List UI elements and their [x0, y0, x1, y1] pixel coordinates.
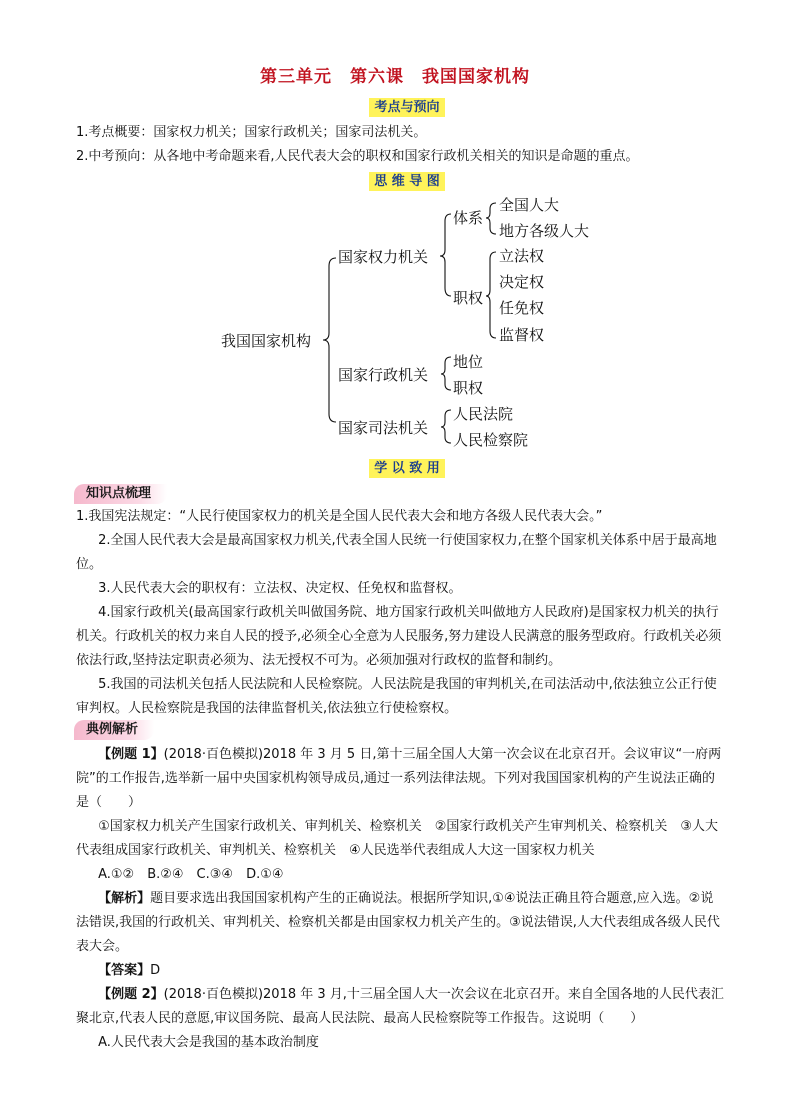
example-1-answer-label: 【答案】	[98, 963, 151, 978]
example-2-question	[76, 983, 726, 1031]
knowledge-item: 1.我国宪法规定：“人民行使国家权力的机关是全国人民代表大会和地方各级人民代表大会。”	[76, 509, 603, 524]
example-1-analysis-text: 题目要求选出我国国家机构产生的正确说法。根据所学知识,①④说法正确且符合题意,应入选。②说法错误,我国的行政机关、审判机关、检察机关都是由国家权力机关产生的。③说法错误,人大代表组成各级人民代表大会。	[76, 891, 720, 954]
mind-map-tixi-item: 全国人大	[499, 196, 560, 214]
example-2-label: 【例题 2】	[98, 987, 164, 1002]
example-1-answer	[76, 959, 726, 983]
mind-map-admin-item: 职权	[453, 379, 484, 397]
mind-map-judicial-item: 人民检察院	[453, 431, 529, 449]
mind-map-tixi-item: 地方各级人大	[499, 222, 590, 240]
example-1-options: A.①② B.②④ C.③④ D.①④	[98, 867, 284, 882]
page-title: 第三单元 第六课 我国国家机构	[260, 67, 530, 87]
mind-map-judicial-item: 人民法院	[453, 405, 514, 423]
example-1-analysis-label: 【解析】	[98, 891, 151, 906]
example-1-label: 【例题 1】	[98, 747, 164, 762]
kaodian-item: 2.中考预向：从各地中考命题来看,人民代表大会的职权和国家行政机关相关的知识是命题的重点。	[76, 149, 639, 164]
example-1-analysis	[76, 887, 726, 959]
example-1-question	[76, 743, 726, 815]
mind-map-judicial: 国家司法机关	[338, 419, 429, 437]
mind-map-root: 我国国家机构	[221, 332, 312, 350]
kaodian-item: 1.考点概要：国家权力机关；国家行政机关；国家司法机关。	[76, 125, 427, 140]
mind-map-tixi: 体系	[453, 209, 484, 227]
mind-map-zhiquan-item: 任免权	[499, 299, 545, 317]
section-tab-zhishi: 知识点梳理	[74, 484, 167, 504]
section-banner-siwei: 思 维 导 图	[369, 172, 445, 191]
knowledge-item: 3.人民代表大会的职权有：立法权、决定权、任免权和监督权。	[98, 581, 462, 596]
mind-map-zhiquan-item: 监督权	[499, 326, 545, 344]
mind-map-admin: 国家行政机关	[338, 366, 429, 384]
knowledge-item: 2.全国人民代表大会是最高国家权力机关,代表全国人民统一行使国家权力,在整个国家机关体系中居于最高地位。	[76, 533, 717, 572]
mind-map-power: 国家权力机关	[338, 248, 429, 266]
mind-map-zhiquan: 职权	[453, 289, 484, 307]
example-1-statements: ①国家权力机关产生国家行政机关、审判机关、检察机关 ②国家行政机关产生审判机关、检察机关 ③人大代表组成国家行政机关、审判机关、检察机关 ④人民选举代表组成人大这一国家权力机关	[76, 819, 719, 858]
mind-map-zhiquan-item: 立法权	[499, 247, 545, 265]
knowledge-item: 5.我国的司法机关包括人民法院和人民检察院。人民法院是我国的审判机关,在司法活动中,依法独立公正行使审判权。人民检察院是我国的法律监督机关,依法独立行使检察权。	[76, 677, 717, 716]
mind-map-braces	[0, 0, 790, 460]
section-banner-xueyi: 学 以 致 用	[369, 459, 445, 478]
example-2-text: (2018·百色模拟)2018 年 3 月,十三届全国人大一次会议在北京召开。来自全国各地的人民代表汇聚北京,代表人民的意愿,审议国务院、最高人民法院、最高人民检察院等工作报告。这说明（ ）	[76, 987, 724, 1026]
section-banner-kaodian: 考点与预向	[369, 98, 445, 117]
example-2-option-a: A.人民代表大会是我国的基本政治制度	[98, 1035, 319, 1050]
section-tab-dianli: 典例解析	[74, 720, 154, 740]
example-1-answer-value: D	[150, 963, 161, 978]
mind-map-admin-item: 地位	[453, 353, 484, 371]
mind-map-zhiquan-item: 决定权	[499, 273, 545, 291]
example-1-text: (2018·百色模拟)2018 年 3 月 5 日,第十三届全国人大第一次会议在北京召开。会议审议“一府两院”的工作报告,选举新一届中央国家机构领导成员,通过一系列法律法规。下列对我国国家机构的产生说法正确的是（ ）	[76, 747, 722, 810]
knowledge-item: 4.国家行政机关(最高国家行政机关叫做国务院、地方国家行政机关叫做地方人民政府)是国家权力机关的执行机关。行政机关的权力来自人民的授予,必须全心全意为人民服务,努力建设人民满意的服务型政府。行政机关必须依法行政,坚持法定职责必须为、法无授权不可为。必须加强对行政权的监督和制约。	[76, 605, 722, 668]
